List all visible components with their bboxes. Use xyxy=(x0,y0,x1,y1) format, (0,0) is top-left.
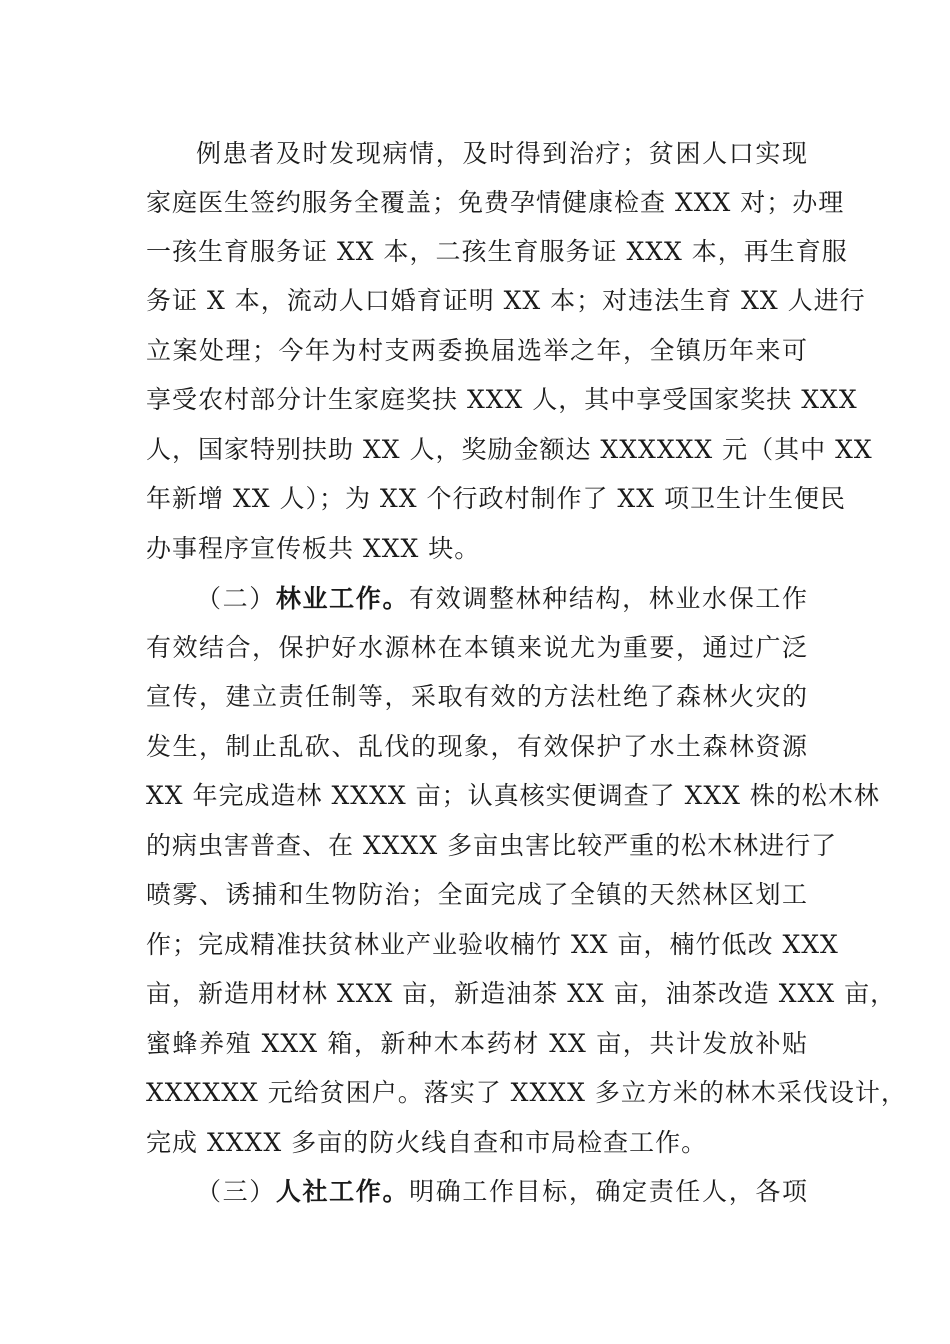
text-line: 家庭医生签约服务全覆盖；免费孕情健康检查 XXX 对；办理 xyxy=(146,188,845,217)
text-line: 务证 X 本，流动人口婚育证明 XX 本；对违法生育 XX 人进行 xyxy=(146,286,866,315)
text-line: 发生，制止乱砍、乱伐的现象，有效保护了水土森林资源 xyxy=(146,732,808,761)
section-heading-line xyxy=(196,1167,808,1216)
text-line: 喷雾、诱捕和生物防治；全面完成了全镇的天然林区划工 xyxy=(146,880,808,909)
text-line: 人，国家特别扶助 XX 人，奖励金额达 XXXXXX 元（其中 XX xyxy=(146,435,873,464)
text-line: 完成 XXXX 多亩的防火线自查和市局检查工作。 xyxy=(146,1128,708,1157)
text-line: 的病虫害普查、在 XXXX 多亩虫害比较严重的松木林进行了 xyxy=(146,831,838,860)
section-marker: （三） xyxy=(196,1177,276,1206)
text-line: 立案处理；今年为村支两委换届选举之年，全镇历年来可 xyxy=(146,336,808,365)
text-line: XX 年完成造林 XXXX 亩；认真核实便调查了 XXX 株的松木林 xyxy=(146,781,880,810)
text-line: 年新增 XX 人）；为 XX 个行政村制作了 XX 项卫生计生便民 xyxy=(146,484,846,513)
text-line: 享受农村部分计生家庭奖扶 XXX 人，其中享受国家奖扶 XXX xyxy=(146,385,858,414)
section-title: 林业工作。 xyxy=(275,584,410,613)
text-line: 蜜蜂养殖 XXX 箱，新种木本药材 XX 亩，共计发放补贴 xyxy=(146,1029,808,1058)
text-line: XXXXXX 元给贫困户。落实了 XXXX 多立方米的林木采伐设计， xyxy=(146,1078,907,1107)
text-line: 亩，新造用材林 XXX 亩，新造油茶 XX 亩，油茶改造 XXX 亩， xyxy=(146,979,897,1008)
text-line: 宣传，建立责任制等，采取有效的方法杜绝了森林火灾的 xyxy=(146,682,808,711)
text-line: 有效结合，保护好水源林在本镇来说尤为重要，通过广泛 xyxy=(146,633,808,662)
section-first-text: 明确工作目标，确定责任人，各项 xyxy=(409,1177,808,1206)
text-line: 作；完成精准扶贫林业产业验收楠竹 XX 亩，楠竹低改 XXX xyxy=(146,930,839,959)
text-line: 办事程序宣传板共 XXX 块。 xyxy=(146,534,481,563)
section-heading-line xyxy=(196,574,808,623)
text-line: 一孩生育服务证 XX 本，二孩生育服务证 XXX 本，再生育服 xyxy=(146,237,848,266)
section-title: 人社工作。 xyxy=(275,1177,410,1206)
section-marker: （二） xyxy=(196,584,276,613)
section-first-text: 有效调整林种结构，林业水保工作 xyxy=(409,584,808,613)
text-line: 例患者及时发现病情，及时得到治疗；贫困人口实现 xyxy=(196,139,808,168)
